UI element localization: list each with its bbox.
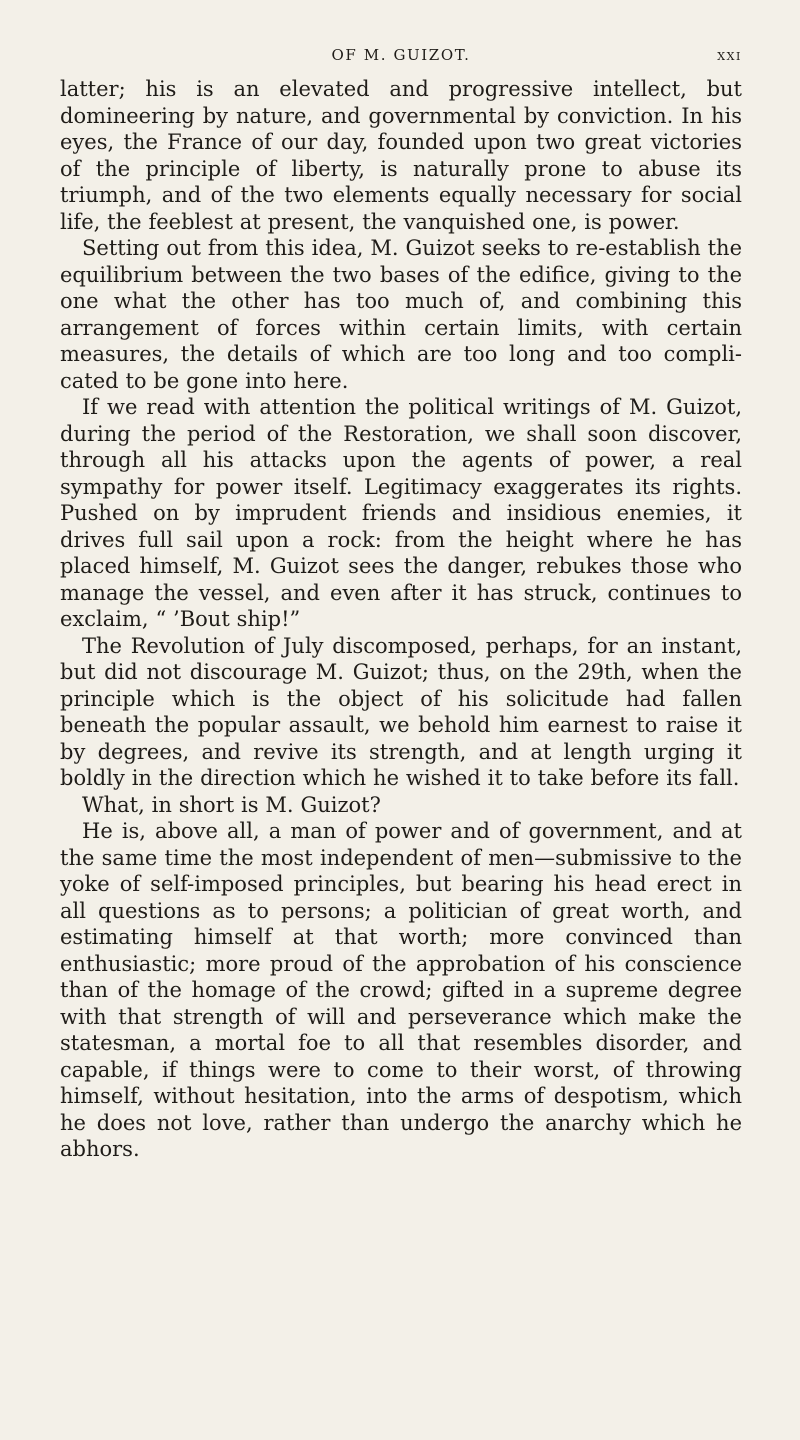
running-head	[60, 46, 742, 76]
paragraph-character: He is, above all, a man of power and of government, and at the same time the most independent of men—submissive to the yoke of self-imposed principles, but bearing his head erect in all questions as to persons; a politician of great worth, and estimating himself at that worth; more convinced than enthusiastic; more proud of the approbation of his conscience than of the homage of the crowd; gifted in a supreme degree with that strength of will and perseverance which make the statesman, a mortal foe to all that resembles disorder, and capable, if things were to come to their worst, of throwing himself, without hesitation, into the arms of despotism, which he does not love, rather than undergo the anarchy which he abhors.	[60, 819, 742, 1161]
running-title: OF M. GUIZOT.	[331, 46, 471, 64]
paragraph-july-revolution: The Revolution of July discomposed, perhaps, for an instant, but did not discourage M. Guizot; thus, on the 29th, when the principle which is the object of his solicitude had fallen beneath the popular assault, we behold him earnest to raise it by degrees, and revive its strength, and at length urging it boldly in the direction which he wished it to take before its fall.	[60, 633, 742, 790]
paragraph-equilibrium: Setting out from this idea, M. Guizot seeks to re-establish the equilibrium between the two bases of the edifice, giving to the one what the other has too much of, and combining this arrangement of forces within certain limits, with certain measures, the details of which are too long and too complicated to be gone into here.	[60, 236, 742, 393]
paragraph-continuation: latter; his is an elevated and progressive intellect, but domineering by nature, and governmental by conviction. In his eyes, the France of our day, founded upon two great victories of the principle of liberty, is naturally prone to abuse its triumph, and of the two elements equally necessary for social life, the feeblest at present, the vanquished one, is power.	[60, 77, 742, 234]
page-number: xxi	[717, 46, 742, 64]
page-text	[60, 76, 742, 1163]
paragraph-question: What, in short is M. Guizot?	[82, 792, 381, 817]
paragraph-restoration: If we read with attention the political writings of M. Guizot, during the period of the Restoration, we shall soon discover, through all his attacks upon the agents of power, a real sympathy for power itself. Legitimacy exaggerates its rights. Pushed on by imprudent friends and insidious enemies, it drives full sail upon a rock: from the height where he has placed himself, M. Guizot sees the danger, rebukes those who manage the vessel, and even after it has struck, continues to exclaim, “ ’Bout ship!”	[60, 395, 742, 631]
